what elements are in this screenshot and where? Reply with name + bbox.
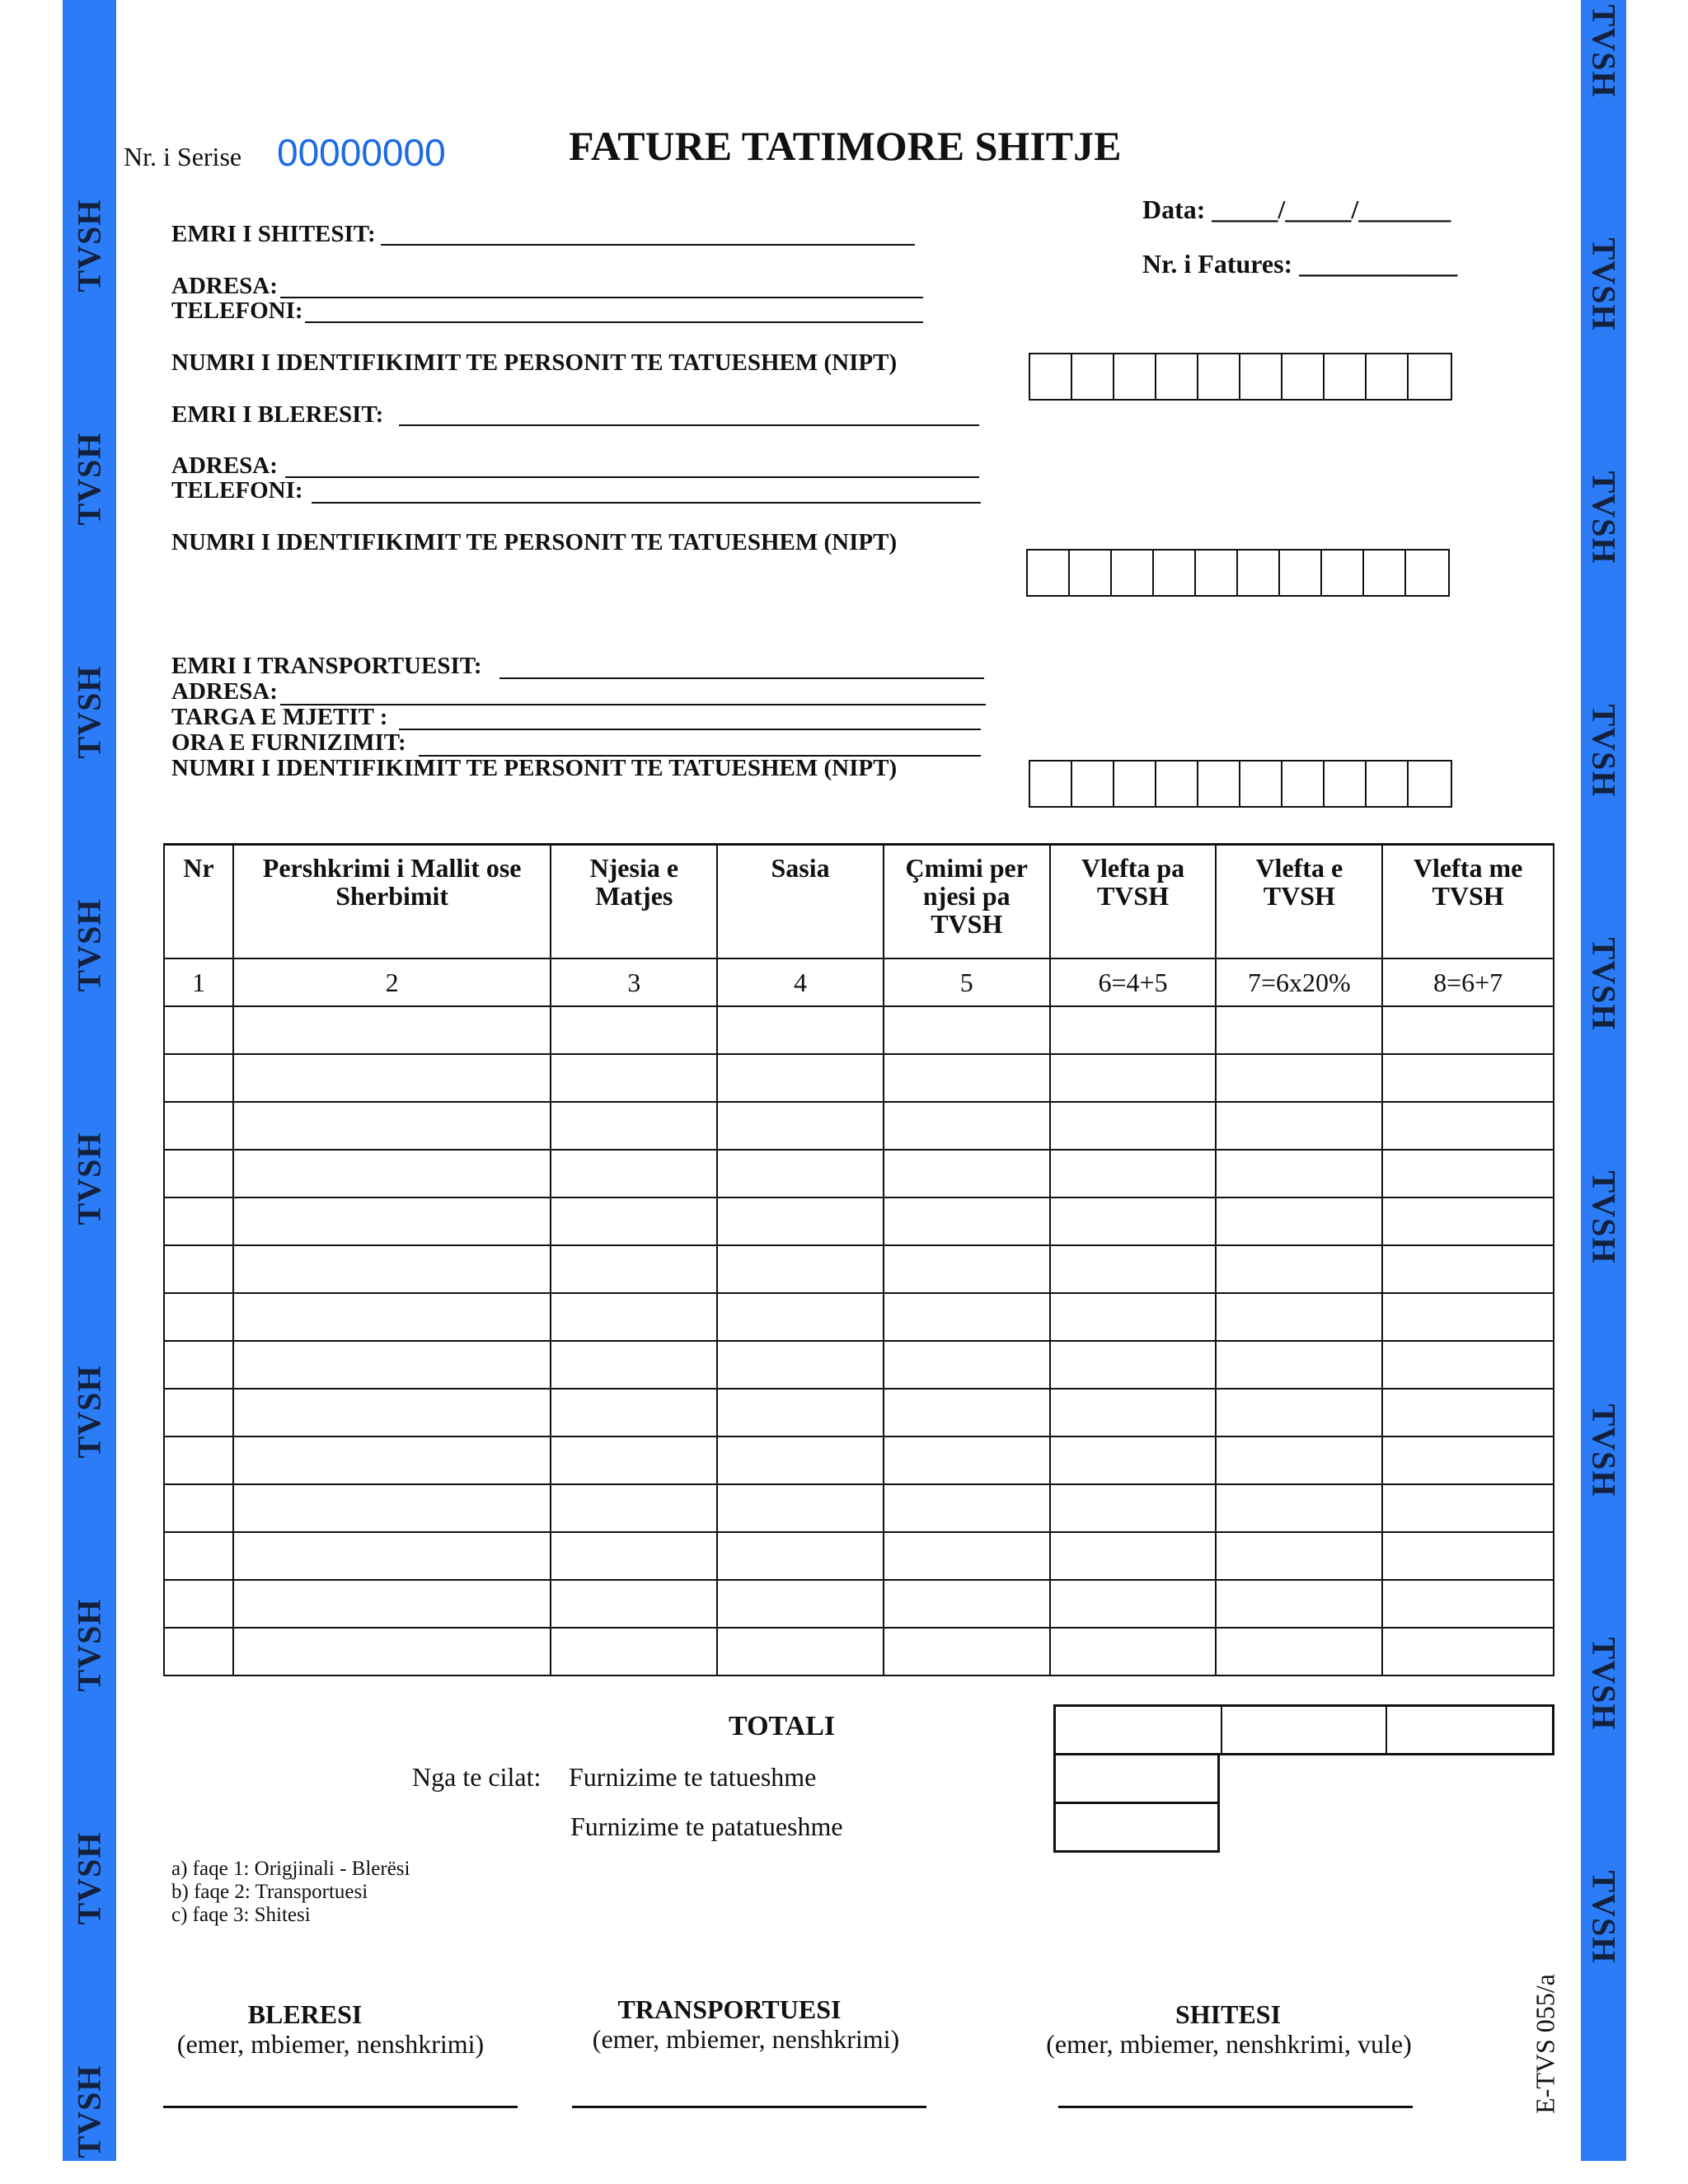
table-row [164,1532,1554,1580]
table-row [164,1580,1554,1628]
table-cell[interactable] [1050,1245,1217,1293]
table-cell[interactable] [1382,1006,1554,1054]
band-label: TVSH [1585,4,1623,98]
table-cell[interactable] [884,1628,1050,1675]
table-cell[interactable] [1216,1436,1382,1484]
buyer-signature-title: BLERESI [247,1999,363,2029]
column-header: Sasia [717,845,884,959]
band-label: TVSH [70,1831,108,1925]
buyer-address-field[interactable] [285,476,979,478]
table-cell[interactable] [1216,1532,1382,1580]
table-cell[interactable] [1382,1532,1554,1580]
serial-label: Nr. i Serise [124,142,242,171]
table-cell[interactable] [1216,1389,1382,1436]
table-cell[interactable] [884,1150,1050,1197]
table-cell[interactable] [164,1245,233,1293]
table-cell[interactable] [1382,1389,1554,1436]
band-label: TVSH [70,1132,108,1226]
table-row [164,1293,1554,1341]
band-label: TVSH [1585,1870,1623,1964]
table-cell[interactable] [1050,1484,1217,1532]
transporter-plate-field[interactable] [399,729,981,730]
buyer-signature-line[interactable] [163,2106,518,2108]
items-table [163,843,1554,1676]
seller-address-label: ADRESA: [171,273,278,299]
table-cell[interactable] [717,1389,884,1436]
table-cell[interactable] [717,1580,884,1628]
table-cell[interactable] [1216,1197,1382,1245]
table-cell[interactable] [551,1341,717,1389]
transporter-signature-subtitle: (emer, mbiemer, nenshkrimi) [592,2024,900,2054]
table-cell[interactable] [884,1054,1050,1102]
table-cell[interactable] [1216,1006,1382,1054]
table-cell[interactable] [884,1197,1050,1245]
table-cell[interactable] [164,1389,233,1436]
table-row [164,1054,1554,1102]
transporter-address-label: ADRESA: [171,678,278,705]
table-row [164,1389,1554,1436]
table-cell[interactable] [1050,1293,1217,1341]
table-cell[interactable] [717,1245,884,1293]
seller-phone-field[interactable] [305,321,923,323]
table-cell[interactable] [717,1484,884,1532]
table-cell[interactable] [164,1102,233,1150]
table-cell[interactable] [1050,1628,1217,1675]
table-cell[interactable] [551,1150,717,1197]
transporter-name-label: EMRI I TRANSPORTUESIT: [171,653,482,679]
table-cell[interactable] [551,1484,717,1532]
band-label: TVSH [1585,1637,1623,1731]
table-cell[interactable] [1050,1197,1217,1245]
table-row [164,1484,1554,1532]
table-cell[interactable] [717,1436,884,1484]
table-cell[interactable] [233,1054,551,1102]
table-cell[interactable] [164,1341,233,1389]
column-number: 5 [884,958,1050,1006]
table-cell[interactable] [164,1006,233,1054]
table-cell[interactable] [1216,1484,1382,1532]
table-cell[interactable] [1050,1102,1217,1150]
table-cell[interactable] [1050,1006,1217,1054]
table-cell[interactable] [551,1532,717,1580]
column-header: Nr [164,845,233,959]
table-cell[interactable] [717,1150,884,1197]
table-row [164,1245,1554,1293]
table-cell[interactable] [717,1628,884,1675]
taxable-supplies-label: Furnizime te tatueshme [569,1762,817,1792]
page-title: FATURE TATIMORE SHITJE [569,123,1122,169]
band-label: TVSH [1585,1170,1623,1264]
column-number: 4 [717,958,884,1006]
table-row [164,1006,1554,1054]
table-cell[interactable] [1382,1150,1554,1197]
of-which-label: Nga te cilat: [412,1762,542,1792]
band-label: TVSH [1585,471,1623,565]
band-label: TVSH [70,2064,108,2158]
table-cell[interactable] [884,1484,1050,1532]
table-cell[interactable] [1382,1197,1554,1245]
column-number-row [164,958,1554,1006]
buyer-nipt-boxes[interactable] [1026,549,1450,597]
seller-signature-line[interactable] [1058,2106,1413,2108]
column-header: Vlefta e TVSH [1216,845,1382,959]
table-cell[interactable] [233,1150,551,1197]
buyer-phone-field[interactable] [312,502,981,504]
table-cell[interactable] [233,1484,551,1532]
table-cell[interactable] [164,1532,233,1580]
column-header: Vlefta me TVSH [1382,845,1554,959]
table-cell[interactable] [551,1293,717,1341]
table-cell[interactable] [884,1341,1050,1389]
copy-note-c: c) faqe 3: Shitesi [171,1904,311,1926]
table-cell[interactable] [164,1580,233,1628]
table-cell[interactable] [233,1197,551,1245]
column-header: Pershkrimi i Mallit ose Sherbimit [233,845,551,959]
table-cell[interactable] [884,1102,1050,1150]
table-cell[interactable] [551,1245,717,1293]
table-cell[interactable] [717,1341,884,1389]
buyer-nipt-label: NUMRI I IDENTIFIKIMIT TE PERSONIT TE TATUESHEM (NIPT) [171,529,898,555]
table-cell[interactable] [884,1293,1050,1341]
seller-address-field[interactable] [280,297,923,298]
table-cell[interactable] [1382,1628,1554,1675]
band-label: TVSH [70,432,108,526]
form-code: E-TVS 055/a [1530,1974,1560,2114]
seller-name-label: EMRI I SHITESIT: [171,221,376,247]
non-taxable-supplies-label: Furnizime te patatueshme [570,1811,843,1841]
total-label: TOTALI [729,1711,836,1741]
table-cell[interactable] [233,1389,551,1436]
table-cell[interactable] [884,1006,1050,1054]
buyer-name-label: EMRI I BLERESIT: [171,401,384,428]
table-cell[interactable] [1382,1102,1554,1150]
table-cell[interactable] [164,1054,233,1102]
table-cell[interactable] [551,1102,717,1150]
column-number: 1 [164,958,233,1006]
table-cell[interactable] [233,1628,551,1675]
transporter-signature-line[interactable] [572,2106,926,2108]
table-cell[interactable] [1050,1532,1217,1580]
table-cell[interactable] [1216,1628,1382,1675]
band-label: TVSH [1585,1404,1623,1497]
date-field[interactable]: Data: _____/_____/_______ [1142,194,1451,224]
band-label: TVSH [70,898,108,992]
table-cell[interactable] [551,1628,717,1675]
table-cell[interactable] [551,1580,717,1628]
table-cell[interactable] [233,1580,551,1628]
table-cell[interactable] [717,1293,884,1341]
column-header: Njesia e Matjes [551,845,717,959]
table-cell[interactable] [1382,1341,1554,1389]
table-cell[interactable] [1216,1054,1382,1102]
column-number: 7=6x20% [1216,958,1382,1006]
table-cell[interactable] [233,1006,551,1054]
band-label: TVSH [1585,237,1623,331]
taxable-supplies-box[interactable] [1053,1753,1220,1804]
table-cell[interactable] [717,1102,884,1150]
band-label: TVSH [70,199,108,293]
table-cell[interactable] [717,1054,884,1102]
table-cell[interactable] [233,1532,551,1580]
band-label: TVSH [70,1598,108,1692]
table-cell[interactable] [884,1532,1050,1580]
table-cell[interactable] [233,1436,551,1484]
transporter-nipt-boxes[interactable] [1029,760,1452,808]
table-row [164,1197,1554,1245]
table-cell[interactable] [717,1532,884,1580]
table-cell[interactable] [1050,1436,1217,1484]
transporter-name-field[interactable] [499,677,984,679]
seller-nipt-boxes[interactable] [1029,353,1452,401]
table-row [164,1150,1554,1197]
table-cell[interactable] [1216,1293,1382,1341]
table-cell[interactable] [551,1006,717,1054]
table-cell[interactable] [884,1436,1050,1484]
table-cell[interactable] [1382,1436,1554,1484]
table-cell[interactable] [164,1628,233,1675]
table-header-row [164,845,1554,959]
seller-signature-subtitle: (emer, mbiemer, nenshkrimi, vule) [1046,2029,1412,2059]
buyer-signature-subtitle: (emer, mbiemer, nenshkrimi) [176,2029,485,2059]
buyer-phone-label: TELEFONI: [171,477,303,504]
table-cell[interactable] [551,1197,717,1245]
table-cell[interactable] [233,1341,551,1389]
table-cell[interactable] [1216,1341,1382,1389]
table-cell[interactable] [1050,1150,1217,1197]
right-side-band [1581,0,1626,2161]
table-cell[interactable] [164,1293,233,1341]
table-row [164,1628,1554,1675]
seller-phone-label: TELEFONI: [171,298,303,324]
table-cell[interactable] [233,1293,551,1341]
table-cell[interactable] [1382,1293,1554,1341]
copy-note-a: a) faqe 1: Origjinali - Blerësi [171,1858,410,1880]
table-cell[interactable] [164,1150,233,1197]
table-cell[interactable] [551,1389,717,1436]
band-label: TVSH [1585,937,1623,1031]
table-cell[interactable] [1216,1580,1382,1628]
table-cell[interactable] [1382,1580,1554,1628]
transporter-plate-label: TARGA E MJETIT : [171,704,388,730]
band-label: TVSH [70,1365,108,1459]
buyer-name-field[interactable] [399,424,979,426]
table-cell[interactable] [1216,1245,1382,1293]
table-row [164,1102,1554,1150]
table-cell[interactable] [1050,1389,1217,1436]
table-cell[interactable] [164,1484,233,1532]
table-cell[interactable] [1382,1245,1554,1293]
serial-number: 00000000 [277,131,446,174]
buyer-address-label: ADRESA: [171,452,278,479]
transporter-time-label: ORA E FURNIZIMIT: [171,729,406,756]
table-cell[interactable] [884,1389,1050,1436]
table-cell[interactable] [233,1102,551,1150]
table-cell[interactable] [1382,1484,1554,1532]
transporter-signature-title: TRANSPORTUESI [617,1994,842,2024]
non-taxable-supplies-box[interactable] [1053,1802,1220,1853]
table-cell[interactable] [884,1580,1050,1628]
seller-name-field[interactable] [381,244,915,246]
column-header: Çmimi per njesi pa TVSH [884,845,1050,959]
band-label: TVSH [70,665,108,759]
seller-signature-title: SHITESI [1175,1999,1282,2029]
table-cell[interactable] [1050,1580,1217,1628]
copies-note [171,1858,410,1927]
table-cell[interactable] [1382,1054,1554,1102]
column-number: 3 [551,958,717,1006]
column-header: Vlefta pa TVSH [1050,845,1217,959]
table-cell[interactable] [1216,1102,1382,1150]
column-number: 6=4+5 [1050,958,1217,1006]
table-cell[interactable] [1050,1054,1217,1102]
table-cell[interactable] [717,1006,884,1054]
left-side-band [63,0,116,2161]
table-cell[interactable] [551,1436,717,1484]
table-row [164,1341,1554,1389]
seller-nipt-label: NUMRI I IDENTIFIKIMIT TE PERSONIT TE TATUESHEM (NIPT) [171,349,898,376]
column-number: 2 [233,958,551,1006]
transporter-nipt-label: NUMRI I IDENTIFIKIMIT TE PERSONIT TE TATUESHEM (NIPT) [171,755,898,781]
table-row [164,1436,1554,1484]
invoice-number-field[interactable]: Nr. i Fatures: ____________ [1142,249,1458,279]
band-label: TVSH [1585,704,1623,798]
table-cell[interactable] [164,1436,233,1484]
table-cell[interactable] [233,1245,551,1293]
total-row-boxes[interactable] [1053,1704,1554,1755]
table-cell[interactable] [1216,1150,1382,1197]
table-cell[interactable] [1050,1341,1217,1389]
copy-note-b: b) faqe 2: Transportuesi [171,1881,368,1903]
table-cell[interactable] [717,1197,884,1245]
table-cell[interactable] [164,1197,233,1245]
column-number: 8=6+7 [1382,958,1554,1006]
table-cell[interactable] [551,1054,717,1102]
table-cell[interactable] [884,1245,1050,1293]
